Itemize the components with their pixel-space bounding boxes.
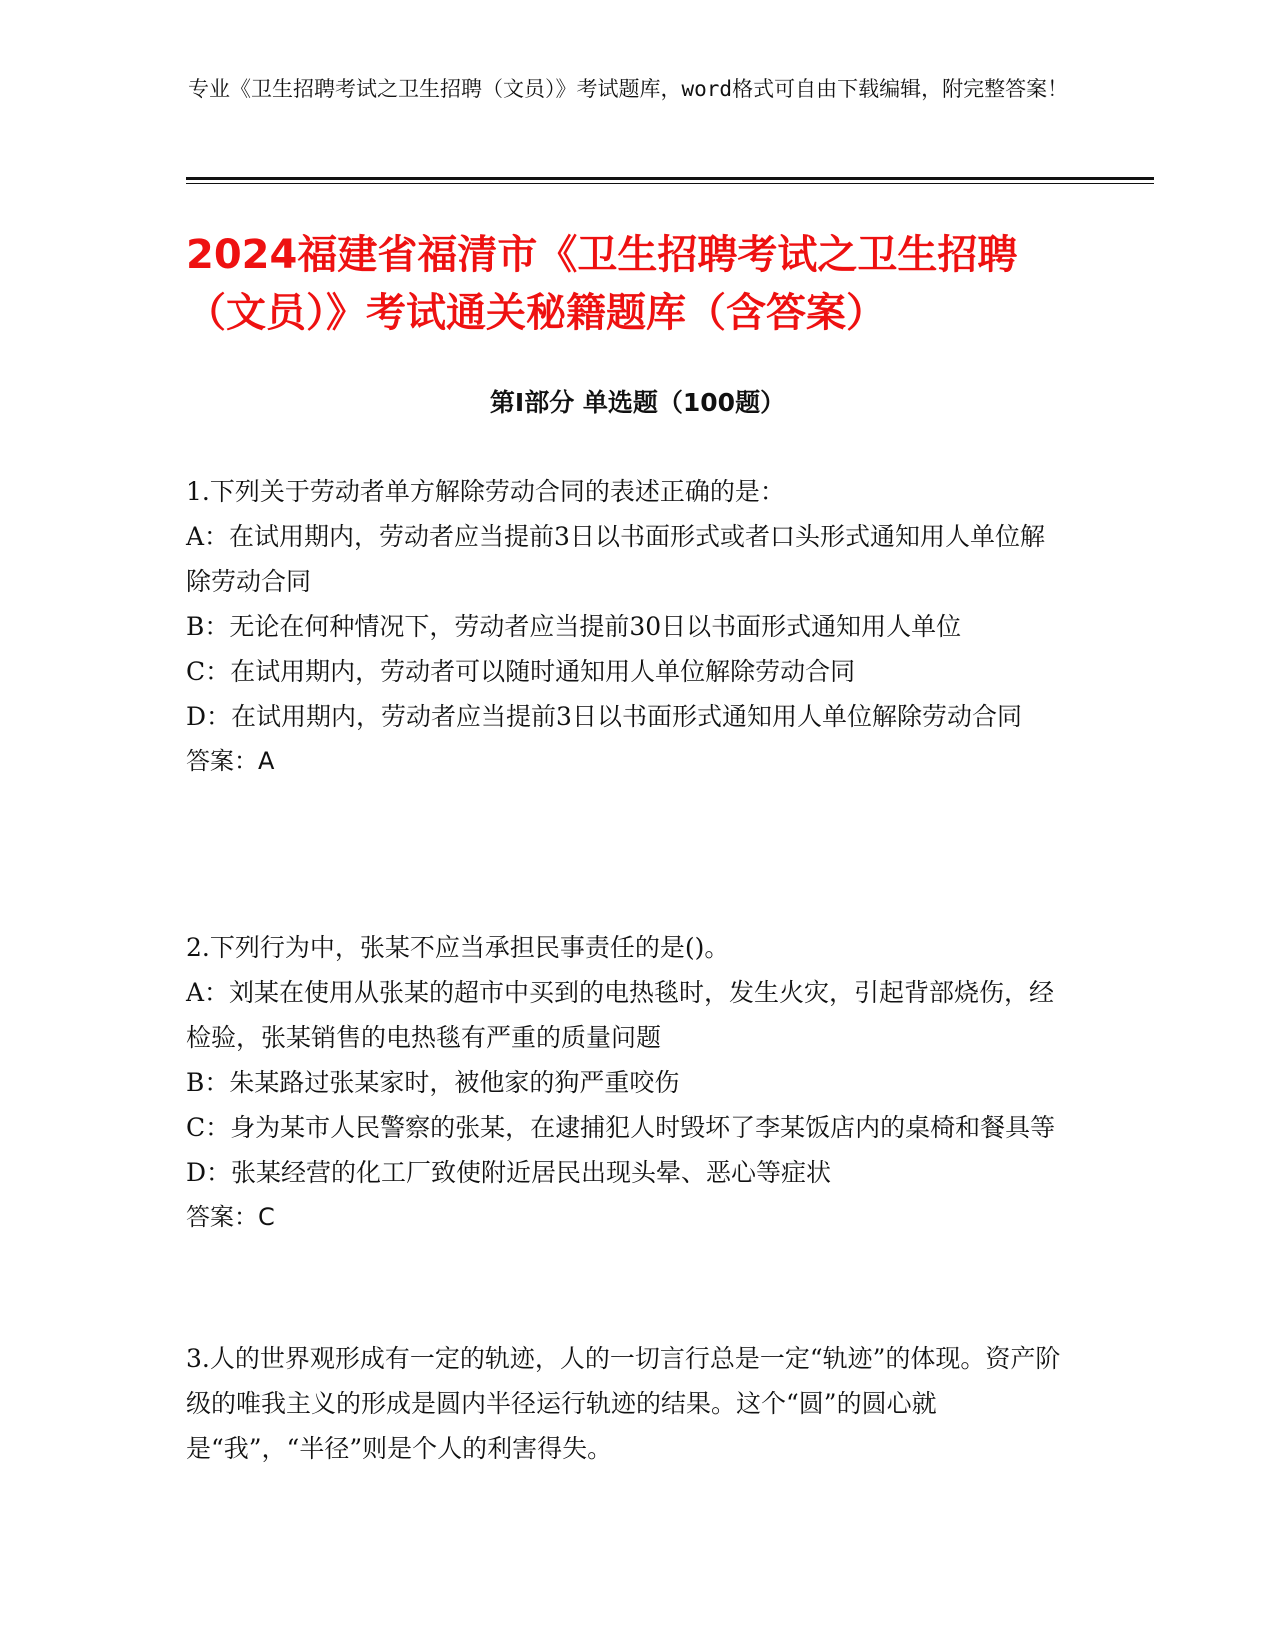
question-stem: 3.人的世界观形成有一定的轨迹，人的一切言行总是一定“轨迹”的体现。资产阶级的唯我主义的形成是圆内半径运行轨迹的结果。这个“圆”的圆心就是“我”，“半径”则是个人的利害得失。 (186, 1344, 1061, 1463)
question-stem: 1.下列关于劳动者单方解除劳动合同的表述正确的是： (186, 477, 785, 506)
option-d: D：在试用期内，劳动者应当提前3日以书面形式通知用人单位解除劳动合同 (186, 702, 1022, 731)
option-c: C：在试用期内，劳动者可以随时通知用人单位解除劳动合同 (186, 657, 856, 686)
option-b: B：无论在何种情况下，劳动者应当提前30日以书面形式通知用人单位 (186, 612, 962, 641)
question-stem: 2.下列行为中，张某不应当承担民事责任的是()。 (186, 933, 730, 962)
header-divider-thin (186, 183, 1154, 184)
header-divider-thick (186, 177, 1154, 180)
question-3 (186, 1336, 1066, 1471)
answer: 答案：A (186, 747, 275, 775)
document-title: 2024福建省福清市《卫生招聘考试之卫生招聘（文员）》考试通关秘籍题库（含答案） (186, 232, 1018, 336)
option-a: A：刘某在使用从张某的超市中买到的电热毯时，发生火灾，引起背部烧伤，经检验，张某销售的电热毯有严重的质量问题 (186, 978, 1055, 1052)
option-c: C：身为某市人民警察的张某，在逮捕犯人时毁坏了李某饭店内的桌椅和餐具等 (186, 1113, 1056, 1142)
question-1 (186, 469, 1066, 784)
question-2 (186, 925, 1066, 1240)
header-note: 专业《卫生招聘考试之卫生招聘（文员）》考试题库，word格式可自由下载编辑，附完整答案！ (188, 77, 1069, 101)
section-title: 第Ⅰ部分 单选题（100题） (489, 388, 786, 417)
option-d: D：张某经营的化工厂致使附近居民出现头晕、恶心等症状 (186, 1158, 832, 1187)
option-b: B：朱某路过张某家时，被他家的狗严重咬伤 (186, 1068, 680, 1097)
answer: 答案：C (186, 1203, 275, 1231)
option-a: A：在试用期内，劳动者应当提前3日以书面形式或者口头形式通知用人单位解除劳动合同 (186, 522, 1045, 596)
